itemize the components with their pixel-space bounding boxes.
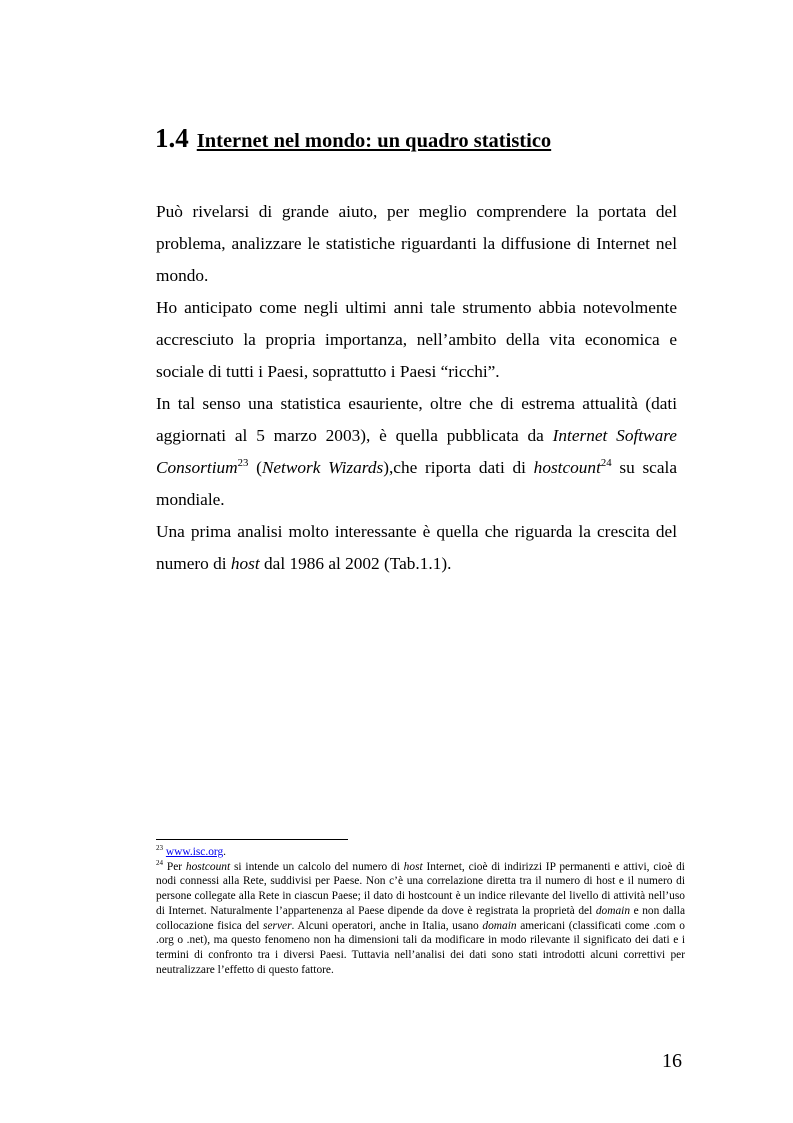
body-text — [156, 196, 677, 580]
footnote-23: $^{23}$ www.isc.org. — [156, 844, 227, 858]
footnote-divider — [156, 839, 348, 840]
footnote-24: $^{24}$ Per hostcount si intende un calcolo del numero di host Internet, cioè di indirizzi IP permanenti e attivi, cioè di nodi connessi alla Rete, suddivisi per Paese. Non c’è una correlazione diretta tra il numero di host e il numero di persone collegate alla Rete in ciascun Paese; il dato di hostcount è un indice rilevante del livello di attività nell’uso di Internet. Naturalmente l’appartenenza al Paese dipende da dove è registrata la proprietà del domain e non dalla collocazione fisica del server. Alcuni operatori, anche in Italia, usano domain americani (classificati come .com o .org o .net), ma questo fenomeno non ha dimensioni tali da modificare in modo rilevante il significato dei dati e i termini di confronto tra i diversi Paesi. Tuttavia nell’analisi dei dati sono stati introdotti alcuni correttivi per neutralizzare l’effetto di questo fattore. — [156, 858, 686, 976]
paragraph-2: Ho anticipato come negli ultimi anni tale strumento abbia notevolmente accresciuto la propria importanza, nell’ambito della vita economica e sociale di tutti i Paesi, soprattutto i Paesi “ricchi”. — [156, 298, 677, 381]
section-title: Internet nel mondo: un quadro statistico — [196, 130, 552, 152]
page-number: 16 — [662, 1050, 682, 1072]
paragraph-3: In tal senso una statistica esauriente, oltre che di estrema attualità (dati aggiornati al 5 marzo 2003), è quella pubblicata da Internet Software Consortium$^{23}$ (Network Wizards),che riporta dati di hostcount$^{24}$ su scala mondiale. — [156, 394, 677, 509]
footnote-ref-24[interactable]: 24 — [600, 457, 612, 470]
footnote-ref-23[interactable]: 23 — [237, 457, 249, 470]
footnote-number: 24 — [156, 858, 164, 867]
footnotes — [156, 845, 685, 977]
footnote-link[interactable]: www.isc.org — [165, 846, 224, 858]
section-number: 1.4 — [155, 123, 189, 153]
paragraph-4: Una prima analisi molto interessante è quella che riguarda la crescita del numero di host dal 1986 al 2002 (Tab.1.1). — [156, 522, 677, 573]
section-heading — [155, 118, 551, 155]
footnote-number: 23 — [156, 844, 164, 853]
paragraph-1: Può rivelarsi di grande aiuto, per meglio comprendere la portata del problema, analizzare le statistiche riguardanti la diffusione di Internet nel mondo. — [156, 202, 677, 285]
